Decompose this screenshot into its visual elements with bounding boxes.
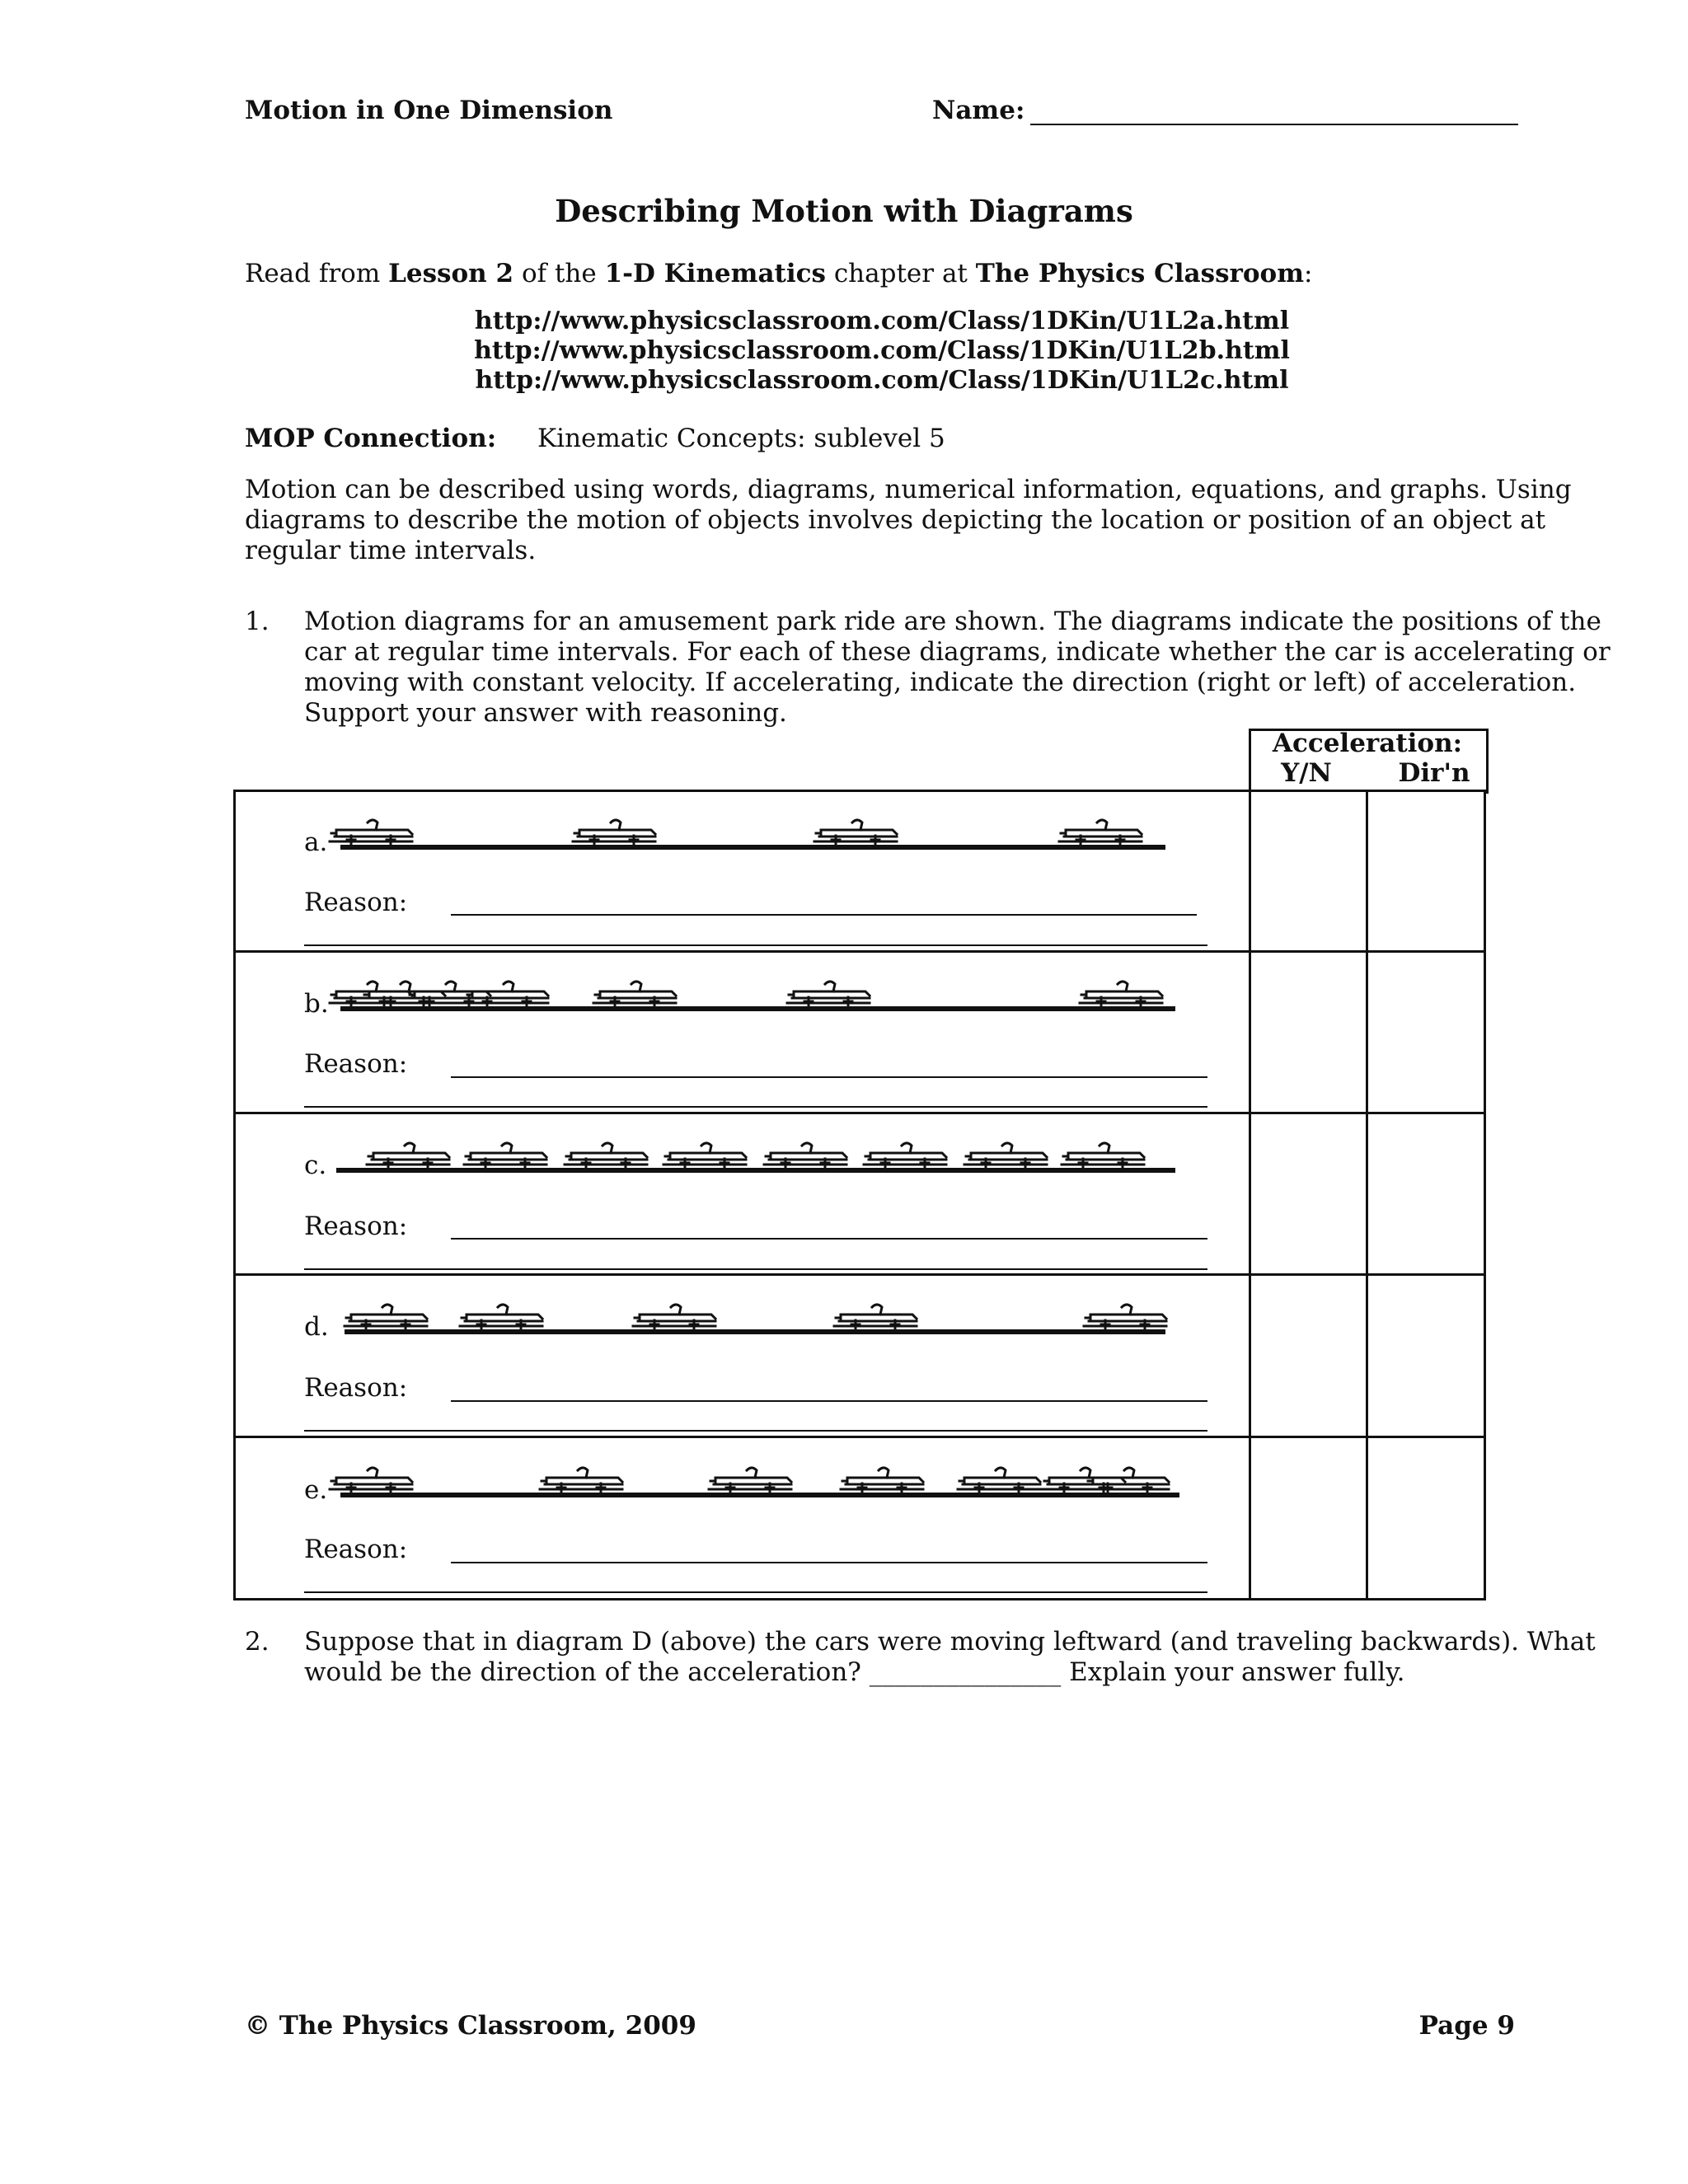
- motion-diagram-a: [330, 816, 1187, 857]
- car-icon: [841, 1468, 923, 1493]
- car-icon: [345, 1305, 427, 1329]
- row-e-letter: e.: [304, 1475, 328, 1505]
- question-1-line: Motion diagrams for an amusement park ride are shown. The diagrams indicate the positions of the: [304, 607, 1601, 636]
- row-d-reason-line[interactable]: [451, 1400, 1207, 1402]
- car-icon: [814, 820, 897, 845]
- footer-copyright: © The Physics Classroom, 2009: [245, 2011, 696, 2041]
- row-c-reason-line[interactable]: [451, 1238, 1207, 1240]
- url-link-c[interactable]: http://www.physicsclassroom.com/Class/1DKin/U1L2c.html: [475, 366, 1289, 395]
- reading-instruction: [245, 259, 1312, 289]
- car-icon: [958, 1468, 1040, 1493]
- answer-cell-b-direction[interactable]: [1370, 954, 1479, 1109]
- motion-diagram-b: [330, 977, 1187, 1019]
- page-title: Describing Motion with Diagrams: [555, 193, 1133, 229]
- row-c-letter: c.: [304, 1151, 327, 1180]
- answer-cell-b-yn[interactable]: [1253, 954, 1364, 1109]
- read-mid2: chapter at: [825, 259, 976, 288]
- row-b-reason-line[interactable]: [451, 1076, 1207, 1078]
- car-icon: [1080, 982, 1162, 1006]
- row-a-letter: a.: [304, 827, 328, 857]
- url-link-a[interactable]: http://www.physicsclassroom.com/Class/1DKin/U1L2a.html: [474, 307, 1290, 335]
- name-label: Name:: [932, 96, 1025, 125]
- question-1-line: Support your answer with reasoning.: [304, 698, 787, 728]
- car-icon: [540, 1468, 622, 1493]
- answer-cell-c-direction[interactable]: [1370, 1116, 1479, 1271]
- table-divider-answer: [1249, 790, 1251, 1598]
- car-icon: [460, 1305, 542, 1329]
- read-site: The Physics Classroom: [975, 259, 1305, 288]
- car-icon: [1059, 820, 1142, 845]
- row-a-reason-line-2[interactable]: [304, 944, 1207, 946]
- row-a-reason-label: Reason:: [304, 888, 408, 917]
- row-b-reason-line-2[interactable]: [304, 1106, 1207, 1108]
- car-icon: [663, 1143, 746, 1168]
- table-row-divider: [233, 1273, 1484, 1276]
- url-link-b[interactable]: http://www.physicsclassroom.com/Class/1DKin/U1L2b.html: [474, 336, 1290, 365]
- read-mid: of the: [513, 259, 605, 288]
- car-icon: [565, 1143, 647, 1168]
- answer-cell-a-direction[interactable]: [1370, 794, 1479, 949]
- car-icon: [573, 820, 655, 845]
- read-prefix: Read from: [245, 259, 389, 288]
- motion-diagram-e: [330, 1464, 1187, 1505]
- row-b-reason-label: Reason:: [304, 1049, 408, 1079]
- motion-diagram-d: [330, 1301, 1187, 1342]
- mop-label: MOP Connection:: [245, 424, 497, 453]
- row-d-reason-line-2[interactable]: [304, 1430, 1207, 1432]
- table-row-divider: [233, 1436, 1484, 1438]
- car-icon: [787, 982, 870, 1006]
- answer-cell-c-yn[interactable]: [1253, 1116, 1364, 1271]
- car-icon: [1084, 1305, 1166, 1329]
- answer-cell-d-yn[interactable]: [1253, 1277, 1364, 1432]
- mop-value: Kinematic Concepts: sublevel 5: [537, 424, 945, 453]
- question-2-line: Suppose that in diagram D (above) the cars were moving leftward (and traveling backwards). What: [304, 1627, 1596, 1657]
- car-icon: [764, 1143, 846, 1168]
- chapter-header: Motion in One Dimension: [245, 96, 613, 125]
- row-d-reason-label: Reason:: [304, 1373, 408, 1403]
- read-lesson: Lesson 2: [388, 259, 514, 288]
- car-icon: [1086, 1468, 1169, 1493]
- answer-cell-a-yn[interactable]: [1253, 794, 1364, 949]
- column-yn-header: Y/N: [1281, 758, 1332, 788]
- question-2-text: [304, 1627, 1596, 1688]
- car-icon: [367, 1143, 449, 1168]
- car-icon: [330, 820, 412, 845]
- acceleration-title: Acceleration:: [1272, 729, 1463, 758]
- intro-paragraph: [245, 475, 1572, 566]
- car-icon: [709, 1468, 791, 1493]
- row-e-reason-label: Reason:: [304, 1535, 408, 1564]
- read-suffix: :: [1304, 259, 1313, 288]
- row-a-reason-line[interactable]: [451, 914, 1197, 916]
- row-e-reason-line[interactable]: [451, 1562, 1207, 1563]
- car-icon: [1062, 1143, 1144, 1168]
- row-d-letter: d.: [304, 1312, 329, 1342]
- answer-cell-e-direction[interactable]: [1370, 1440, 1479, 1595]
- car-icon: [466, 982, 548, 1006]
- motion-diagram-c: [330, 1139, 1187, 1180]
- intro-line: Motion can be described using words, diagrams, numerical information, equations, and graphs. Using: [245, 475, 1572, 504]
- table-row-divider: [233, 1112, 1484, 1114]
- table-row-divider: [233, 950, 1484, 953]
- name-field-line[interactable]: [1030, 124, 1518, 125]
- question-1-line: moving with constant velocity. If accelerating, indicate the direction (right or left) of acceleration.: [304, 668, 1577, 697]
- question-1-line: car at regular time intervals. For each of these diagrams, indicate whether the car is accelerating or: [304, 637, 1611, 667]
- intro-line: diagrams to describe the motion of objects involves depicting the location or position of an object at: [245, 505, 1546, 535]
- answer-cell-e-yn[interactable]: [1253, 1440, 1364, 1595]
- car-icon: [964, 1143, 1047, 1168]
- intro-line: regular time intervals.: [245, 536, 537, 565]
- row-c-reason-label: Reason:: [304, 1212, 408, 1241]
- car-icon: [593, 982, 676, 1006]
- answer-cell-d-direction[interactable]: [1370, 1277, 1479, 1432]
- question-2-line: would be the direction of the acceleration? _______________ Explain your answer fully.: [304, 1657, 1405, 1687]
- row-c-reason-line-2[interactable]: [304, 1268, 1207, 1270]
- car-icon: [633, 1305, 715, 1329]
- question-1-text: [304, 607, 1611, 729]
- column-direction-header: Dir'n: [1398, 758, 1470, 788]
- row-e-reason-line-2[interactable]: [304, 1591, 1207, 1593]
- car-icon: [330, 1468, 412, 1493]
- car-icon: [864, 1143, 946, 1168]
- row-b-letter: b.: [304, 989, 329, 1019]
- read-chapter: 1-D Kinematics: [604, 259, 826, 288]
- car-icon: [464, 1143, 546, 1168]
- table-divider-columns: [1366, 790, 1368, 1598]
- question-2-number: 2.: [245, 1627, 270, 1657]
- car-icon: [834, 1305, 917, 1329]
- question-1-number: 1.: [245, 607, 270, 636]
- footer-page-number: Page 9: [1418, 2011, 1515, 2041]
